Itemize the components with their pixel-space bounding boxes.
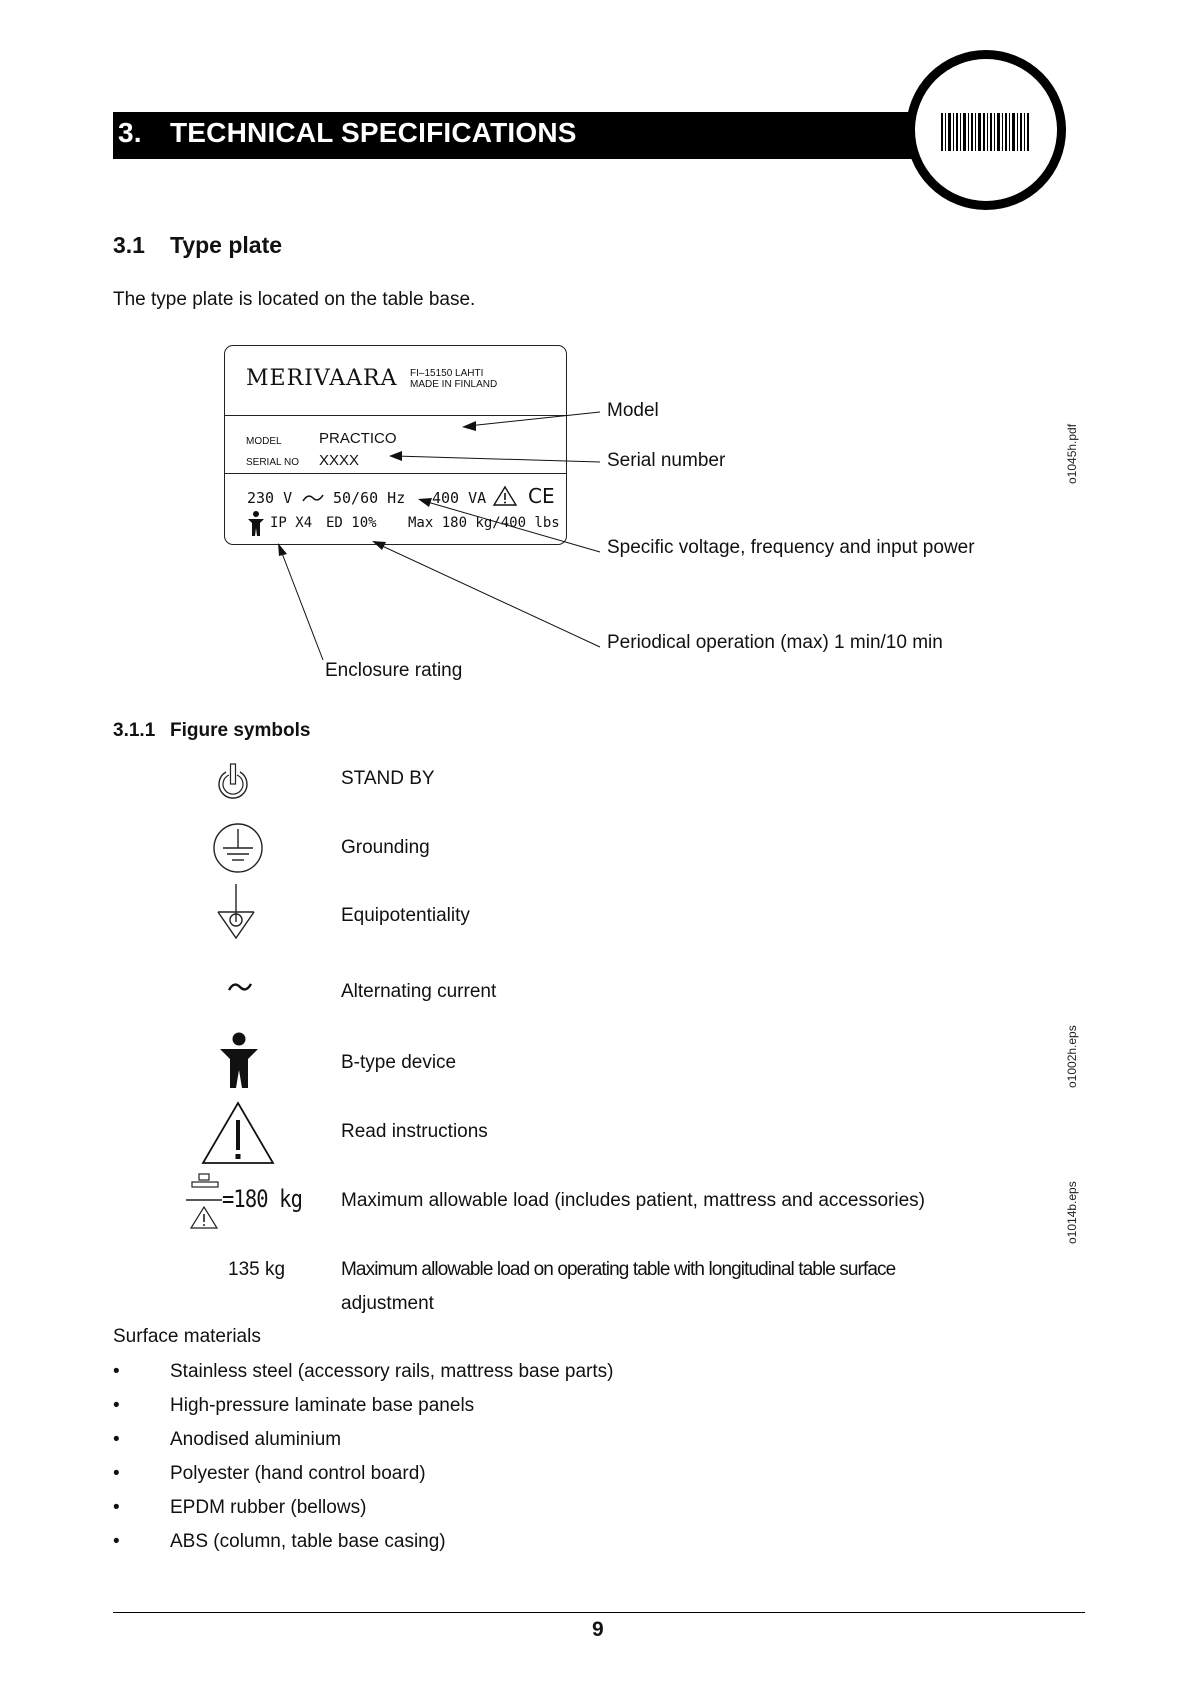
bullet: •	[113, 1531, 120, 1552]
equipotentiality-icon	[214, 882, 258, 940]
alternating-current-icon	[228, 980, 252, 994]
plate-input-power: 400 VA	[432, 489, 487, 507]
plate-ce-mark: CE	[528, 484, 555, 508]
figure-symbols-heading	[113, 720, 310, 742]
plate-model-label: MODEL	[246, 436, 282, 447]
callout-voltage: Specific voltage, frequency and input power	[607, 537, 975, 558]
symbol-label: Grounding	[341, 837, 430, 858]
plate-serial-label: SERIAL NO	[246, 457, 299, 468]
figure-id-label: o1045h.pdf	[1065, 423, 1079, 484]
material-item	[113, 1497, 366, 1519]
max-load-icon	[186, 1170, 226, 1234]
symbol-label: Read instructions	[341, 1121, 488, 1142]
b-type-device-icon	[218, 1032, 260, 1092]
figure-id-label: o1002h.eps	[1065, 1025, 1079, 1088]
subsection-number: 3.1	[113, 232, 145, 258]
figure-symbols-title: Figure symbols	[170, 720, 311, 741]
callout-serial: Serial number	[607, 450, 726, 471]
symbol-label: Equipotentiality	[341, 905, 470, 926]
callout-periodical: Periodical operation (max) 1 min/10 min	[607, 632, 943, 653]
plate-serial-value: XXXX	[319, 452, 360, 469]
symbol-label: STAND BY	[341, 768, 435, 789]
longitudinal-load-text-cont: adjustment	[341, 1293, 434, 1314]
standby-icon	[214, 762, 252, 804]
material-item	[113, 1395, 474, 1417]
material-item	[113, 1463, 426, 1485]
symbol-label: Maximum allowable load (includes patient, mattress and accessories)	[341, 1190, 925, 1211]
plate-max-load: Max 180 kg/400 lbs	[408, 515, 560, 531]
figure-symbols-number: 3.1.1	[113, 720, 156, 741]
grounding-icon	[212, 822, 264, 874]
bullet: •	[113, 1395, 120, 1416]
material-text: ABS (column, table base casing)	[170, 1531, 446, 1552]
section-title: TECHNICAL SPECIFICATIONS	[170, 117, 577, 148]
plate-address-line1: FI–15150 LAHTI	[410, 368, 484, 379]
plate-address-line2: MADE IN FINLAND	[410, 379, 498, 390]
material-text: High-pressure laminate base panels	[170, 1395, 475, 1416]
section-number: 3.	[118, 117, 142, 148]
symbol-label: Alternating current	[341, 981, 497, 1002]
material-item	[113, 1361, 614, 1383]
page-number: 9	[592, 1618, 604, 1641]
material-text: Anodised aluminium	[170, 1429, 342, 1450]
warning-triangle-icon	[200, 1100, 276, 1166]
longitudinal-load-value: 135 kg	[228, 1259, 286, 1280]
bullet: •	[113, 1429, 120, 1450]
material-item	[113, 1429, 341, 1451]
material-text: Stainless steel (accessory rails, mattress base parts)	[170, 1361, 614, 1382]
max-load-value: =180 kg	[222, 1185, 303, 1213]
figure-id-label: o1014b.eps	[1065, 1181, 1079, 1244]
symbol-label: B-type device	[341, 1052, 457, 1073]
plate-model-value: PRACTICO	[319, 430, 397, 447]
footer-rule	[113, 1612, 1085, 1613]
surface-materials-title: Surface materials	[113, 1326, 261, 1347]
callout-leaders	[0, 0, 1190, 700]
plate-brand: MERIVAARA	[246, 366, 398, 391]
bullet: •	[113, 1361, 120, 1382]
subsection-title: Type plate	[170, 232, 283, 258]
plate-ip-rating: IP X4	[270, 515, 313, 531]
plate-frequency: 50/60 Hz	[333, 489, 406, 507]
callout-model: Model	[607, 400, 659, 421]
bullet: •	[113, 1463, 120, 1484]
bullet: •	[113, 1497, 120, 1518]
intro-text: The type plate is located on the table base.	[113, 289, 476, 310]
longitudinal-load-text: Maximum allowable load on operating table with longitudinal table surface	[341, 1259, 896, 1280]
material-text: Polyester (hand control board)	[170, 1463, 426, 1484]
material-text: EPDM rubber (bellows)	[170, 1497, 367, 1518]
material-item	[113, 1531, 446, 1553]
plate-voltage: 230 V	[247, 489, 293, 507]
callout-enclosure: Enclosure rating	[325, 660, 463, 681]
plate-duty: ED 10%	[326, 515, 377, 531]
